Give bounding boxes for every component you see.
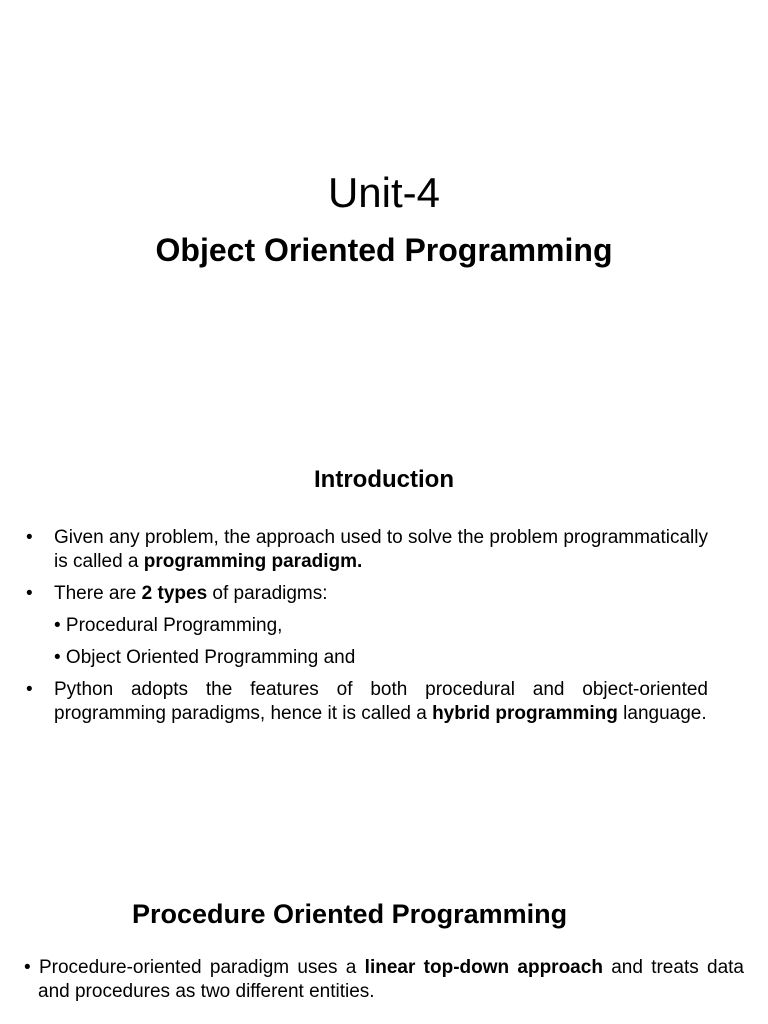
procedure-oriented-heading: Procedure Oriented Programming [132, 899, 568, 929]
bullet-text: Python adopts the features of both procedural and object-oriented programming paradigms, hence it is called a [54, 679, 708, 724]
bullet-marker: • [26, 527, 33, 548]
bullet-text: Procedure-oriented paradigm uses a [30, 957, 365, 978]
sub-bullet-object-oriented: • Object Oriented Programming and [54, 647, 356, 668]
sub-bullet-procedural: • Procedural Programming, [54, 615, 283, 636]
bullet-text: Given any problem, the approach used to solve the problem programmatically is called a [54, 527, 708, 572]
bullet-text: language. [617, 703, 707, 724]
bullet-marker: • [26, 583, 33, 604]
bullet-marker: • [24, 957, 31, 978]
bullet-paradigm-types [54, 582, 708, 606]
bullet-python-hybrid [54, 678, 708, 726]
bullet-procedure-oriented [24, 956, 744, 1004]
unit-title: Unit-4 [327, 169, 441, 216]
page-title: Object Oriented Programming [155, 232, 613, 268]
bullet-bold-text: 2 types [141, 583, 208, 604]
bullet-paradigm-definition [54, 526, 708, 574]
introduction-heading: Introduction [314, 466, 454, 493]
bullet-text: There are [54, 583, 142, 604]
bullet-marker: • [26, 679, 33, 700]
bullet-bold-text: hybrid programming [432, 703, 618, 724]
bullet-bold-text: linear top-down approach [364, 957, 603, 978]
bullet-text: of paradigms: [207, 583, 328, 604]
bullet-text: and treats data and procedures as two different entities. [38, 957, 744, 1002]
bullet-bold-text: programming paradigm. [143, 551, 363, 572]
